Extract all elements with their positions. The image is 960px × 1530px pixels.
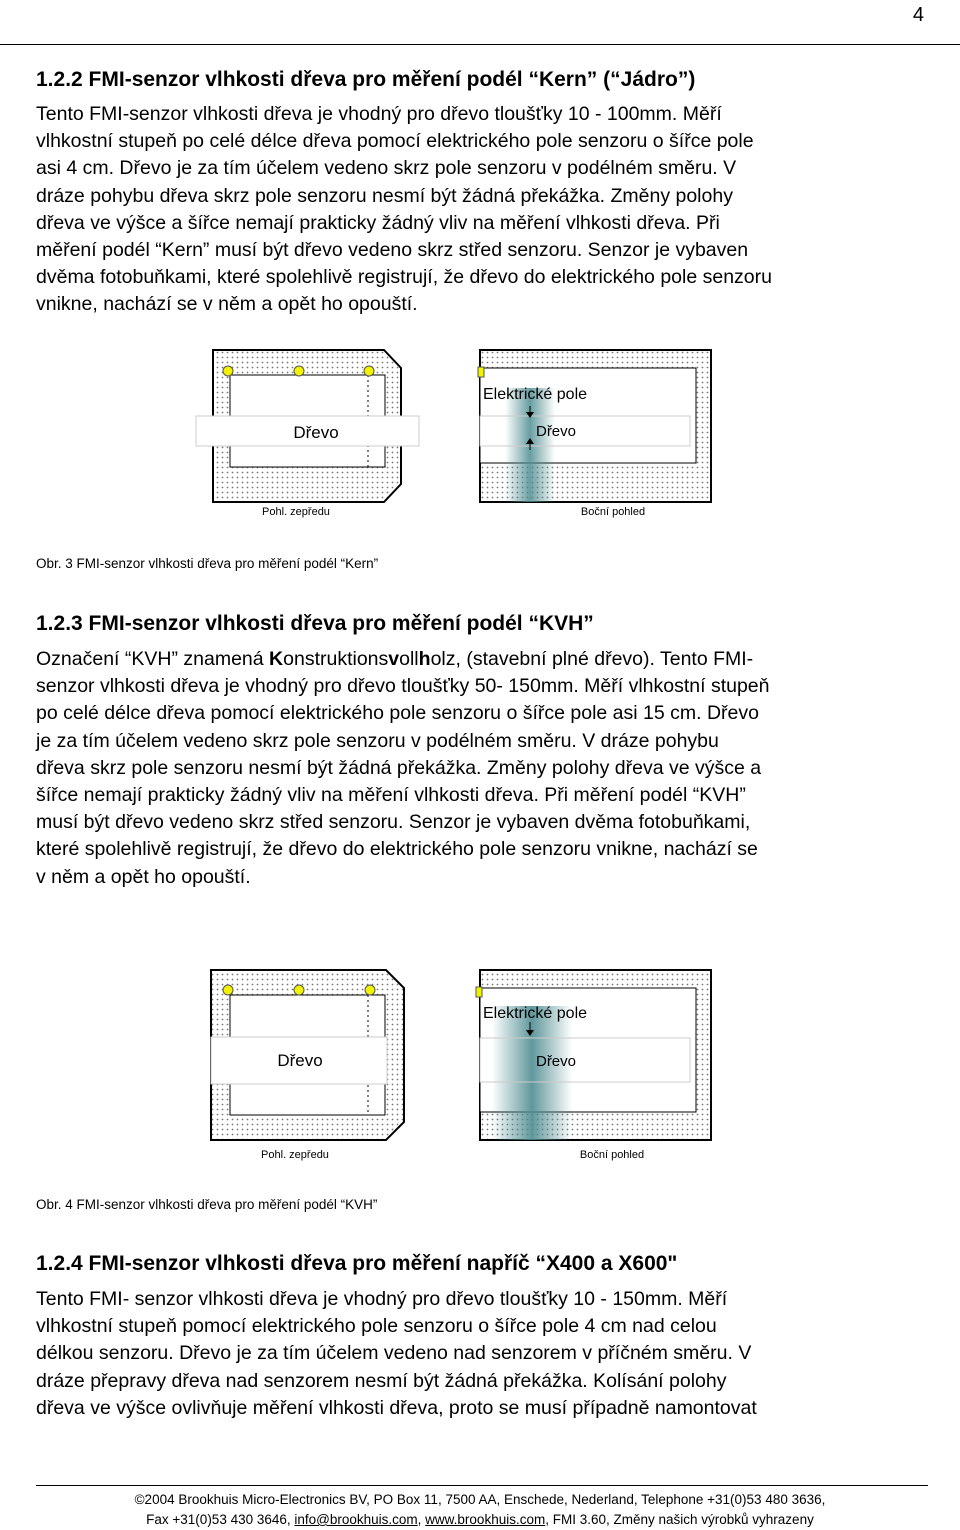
footer [0,1490,960,1530]
side-view-label: Boční pohled [580,506,646,518]
figure-3-drawing [0,340,960,530]
body-line: které spolehlivě registrují, že dřevo do elektrického pole senzoru vnikne, nachází se [36,838,758,861]
figure-4 [0,962,960,1162]
body-line: dřeva skrz pole senzoru nesmí být žádná překážka. Změny polohy dřeva ve výšce a [36,756,762,779]
body-line: musí být dřevo vedeno skrz střed senzoru. Senzor je vybaven dvěma fotobuňkami, [36,811,751,834]
body-line: dráze přepravy dřeva nad senzorem nesmí být žádná překážka. Kolísání polohy [36,1369,727,1392]
front-view-label: Pohl. zepředu [262,506,330,518]
photocell-icon [476,987,482,997]
body-line: po celé délce dřeva pomocí elektrického pole senzoru o šířce pole asi 15 cm. Dřevo [36,702,759,725]
photocell-icon [223,985,233,995]
side-view-label: Boční pohled [579,1149,645,1161]
body-line: délkou senzoru. Dřevo je za tím účelem vedeno nad senzorem v příčném směru. V [36,1342,752,1365]
body-line: senzor vlhkosti dřeva je vhodný pro dřevo tloušťky 50- 150mm. Měří vlhkostní stupeň [36,675,770,698]
body-line: Tento FMI-senzor vlhkosti dřeva je vhodný pro dřevo tloušťky 10 - 100mm. Měří [36,103,722,125]
email-link[interactable]: info@brookhuis.com [294,1512,418,1527]
photocell-icon [365,985,375,995]
body-line: dvěma fotobuňkami, které spolehlivě registrují, že dřevo do elektrického pole senzoru [36,266,772,289]
photocell-icon [364,366,374,376]
body-line: vnikne, nachází se v něm a opět ho opouští. [36,293,418,316]
section-123-body [36,646,928,891]
body-line: dráze pohybu dřeva skrz pole senzoru nesmí být žádná překážka. Změny polohy [36,184,733,207]
front-view-label: Pohl. zepředu [261,1149,329,1161]
photocell-icon [294,366,304,376]
figure-4-drawing [0,962,960,1162]
field-label: Elektrické pole [482,386,588,403]
footer-line-1: ©2004 Brookhuis Micro-Electronics BV, PO Box 11, 7500 AA, Enschede, Nederland, Telephone +31(0)53 480 3636, [134,1492,826,1507]
side-view-sensor [478,350,711,502]
footer-rule [36,1485,928,1486]
section-122-body [36,101,928,319]
body-line: měření podél “Kern” musí být dřevo vedeno skrz střed senzoru. Senzor je vybaven [36,239,749,262]
body-line: vlhkostní stupeň pomocí elektrického pole senzoru o šířce pole 4 cm nad celou [36,1315,717,1338]
section-124-body [36,1286,928,1422]
body-line: Tento FMI- senzor vlhkosti dřeva je vhodný pro dřevo tloušťky 10 - 150mm. Měří [36,1288,728,1310]
photocell-icon [223,366,233,376]
body-line: šířce nemají prakticky žádný vliv na měření vlhkosti dřeva. Při měření podél “KVH” [36,784,746,807]
body-line: asi 4 cm. Dřevo je za tím účelem vedeno skrz pole senzoru v podélném směru. V [36,157,737,180]
side-wood-label: Dřevo [535,423,577,440]
front-wood-label: Dřevo [277,1051,323,1070]
body-line: je za tím účelem vedeno skrz pole senzoru v podélném směru. V dráze pohybu [36,729,719,752]
photocell-icon [294,985,304,995]
front-wood-label: Dřevo [293,423,339,442]
page-number: 4 [912,4,924,26]
section-124-heading: 1.2.4 FMI-senzor vlhkosti dřeva pro měření napříč “X400 a X600" [36,1252,678,1275]
body-line: dřeva ve výšce ovlivňuje měření vlhkosti dřeva, proto se musí případně namontovat [36,1396,757,1419]
body-line: dřeva ve výšce a šířce nemají prakticky žádný vliv na měření vlhkosti dřeva. Při [36,211,720,234]
figure-4-caption: Obr. 4 FMI-senzor vlhkosti dřeva pro měření podél “KVH” [36,1197,378,1212]
section-122-heading: 1.2.2 FMI-senzor vlhkosti dřeva pro měření podél “Kern” (“Jádro”) [36,68,696,91]
body-line: v něm a opět ho opouští. [36,865,251,888]
body-line: vlhkostní stupeň po celé délce dřeva pomocí elektrického pole senzoru o šířce pole [36,130,754,153]
side-wood-label: Dřevo [535,1053,577,1070]
electric-field [492,1006,572,1140]
section-123-heading: 1.2.3 FMI-senzor vlhkosti dřeva pro měření podél “KVH” [36,612,594,635]
side-view-sensor [476,970,711,1140]
photocell-icon [478,367,484,377]
header-rule [0,44,960,45]
figure-3 [0,340,960,530]
website-link[interactable]: www.brookhuis.com [425,1512,546,1527]
field-label: Elektrické pole [482,1005,588,1022]
body-line: Označení “KVH” znamená Konstruktionsvollholz, (stavební plné dřevo). Tento FMI- [36,648,754,670]
figure-3-caption: Obr. 3 FMI-senzor vlhkosti dřeva pro měření podél “Kern” [36,556,379,571]
footer-line-2: Fax +31(0)53 430 3646, info@brookhuis.com, www.brookhuis.com, FMI 3.60, Změny našich výrobků vyhrazeny [146,1512,814,1527]
